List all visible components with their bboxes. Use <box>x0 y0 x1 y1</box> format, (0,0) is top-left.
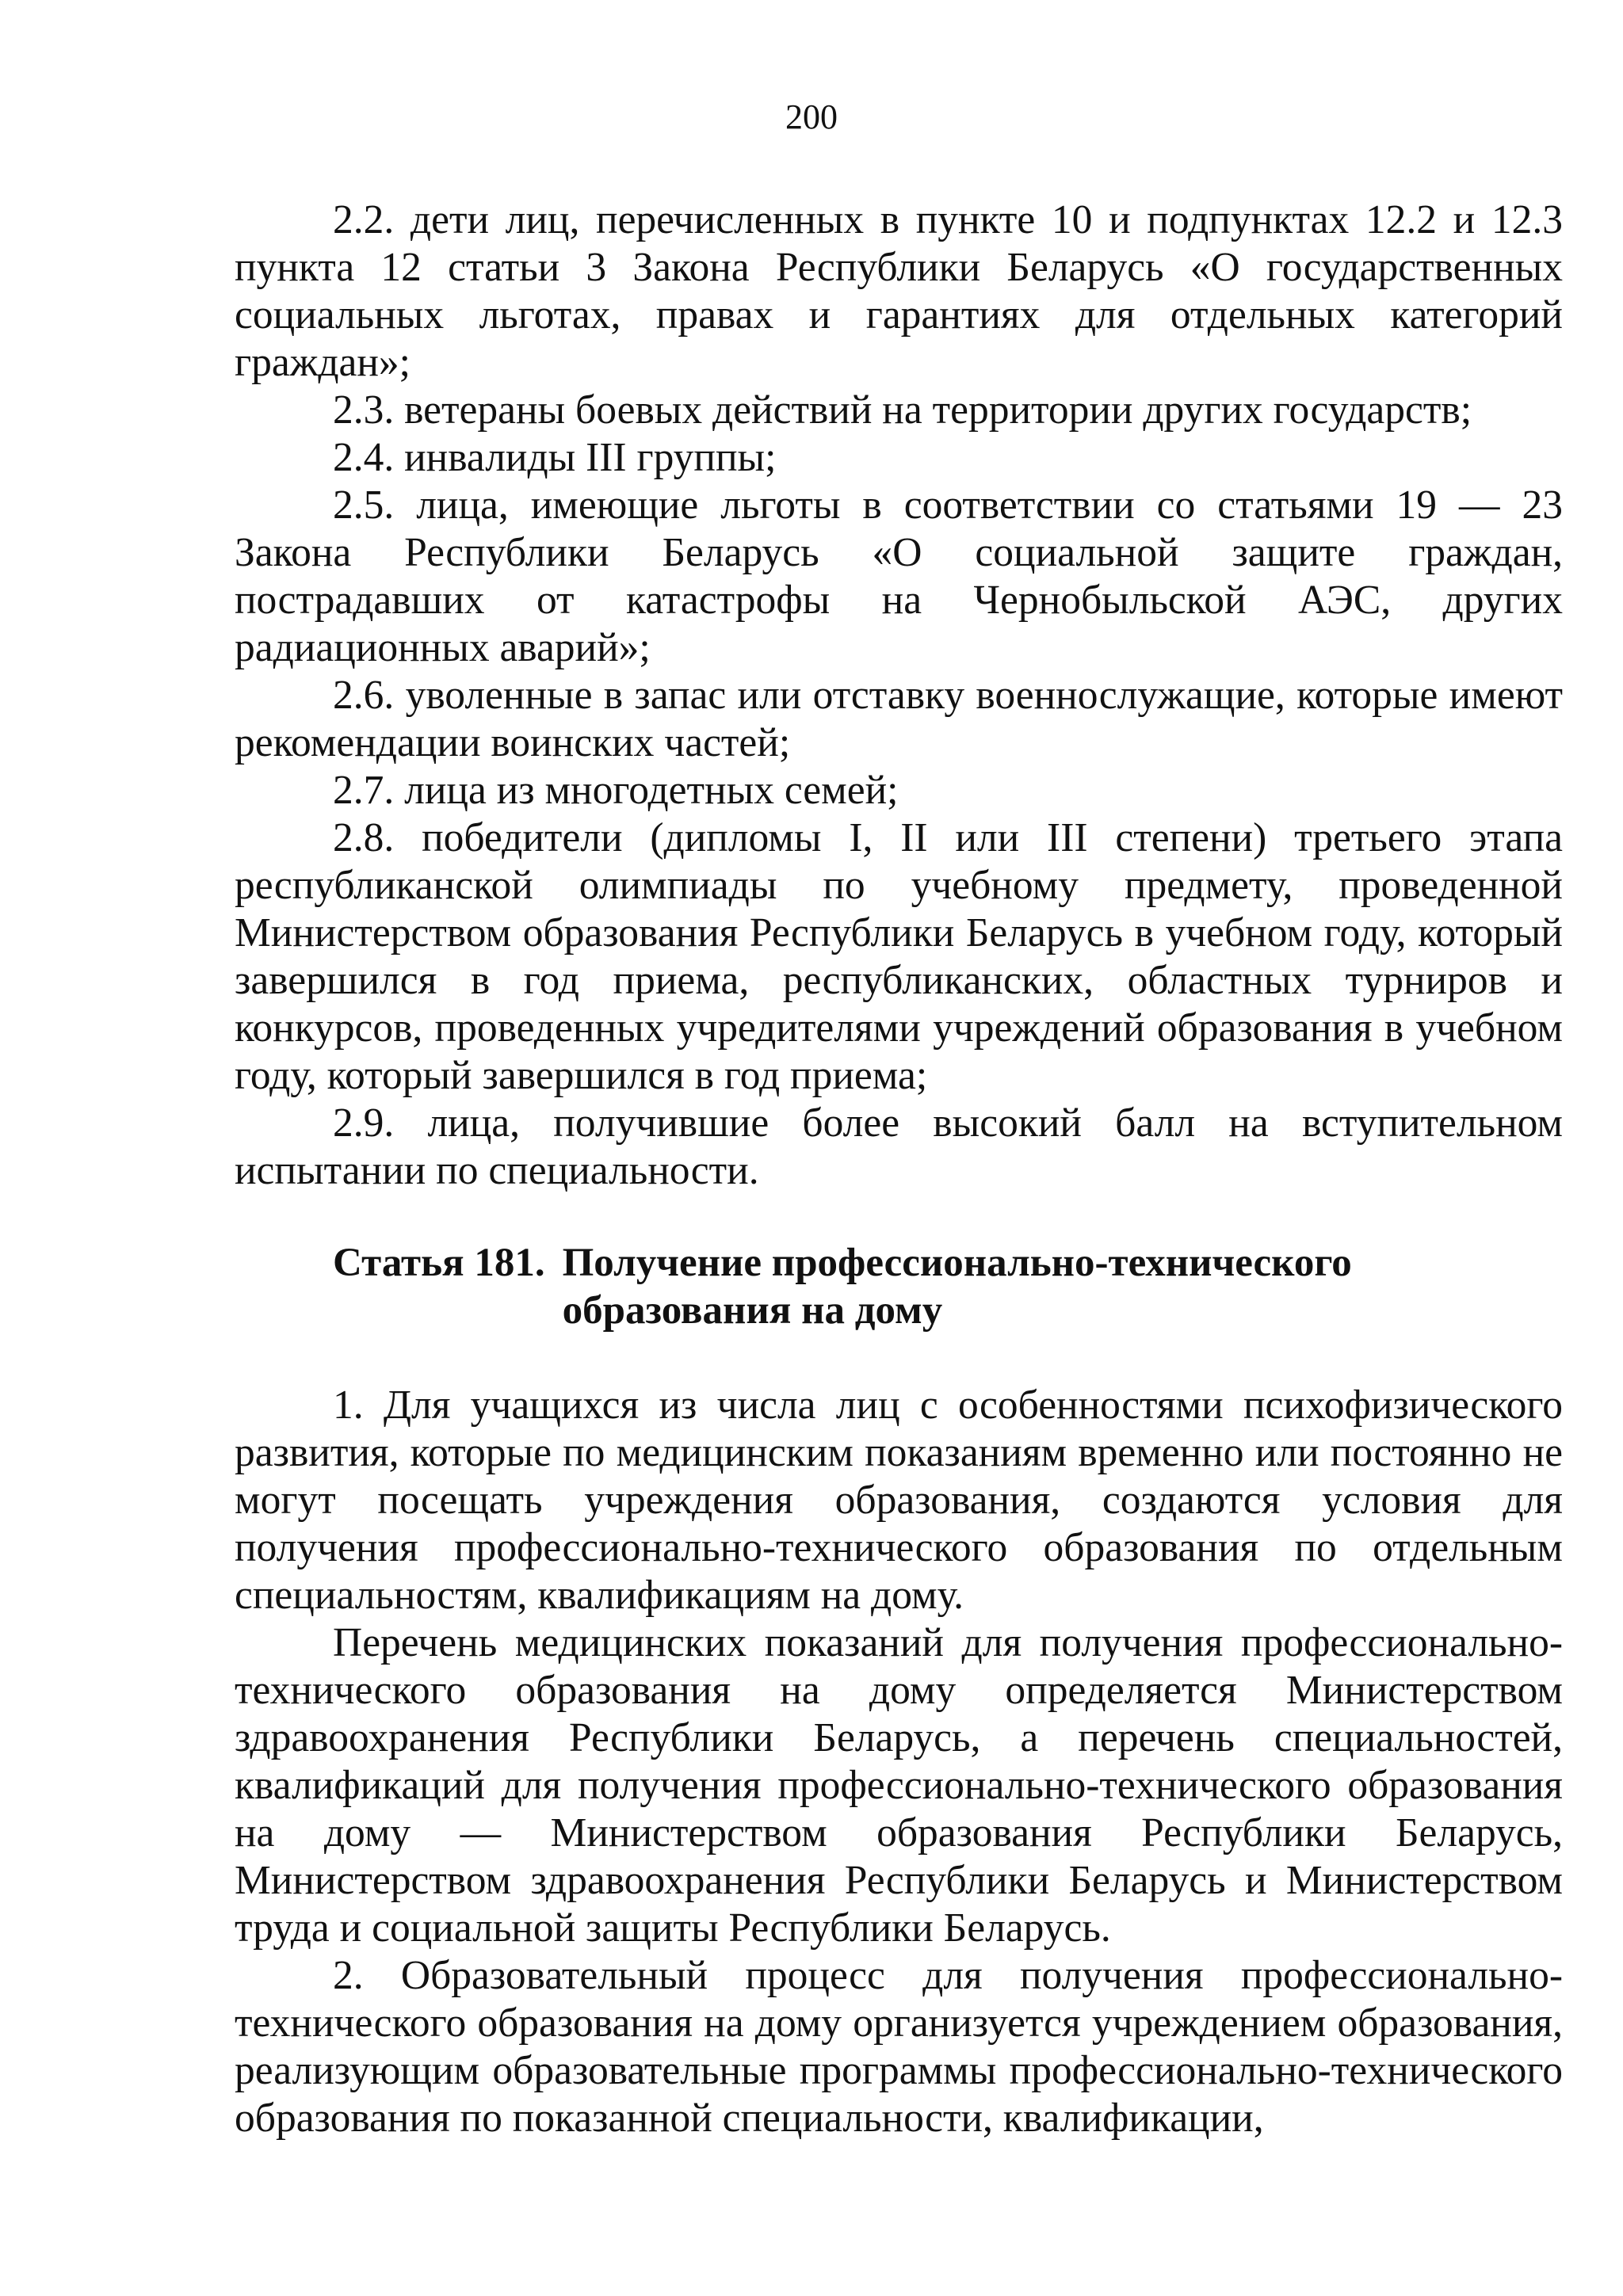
page-number: 200 <box>785 97 838 136</box>
list-item-2-6: 2.6. уволенные в запас или отставку военнослужащие, которые имеют рекомендации воинских частей; <box>235 673 1563 765</box>
article-title: Получение профессионально-технического образования на дому <box>562 1241 1352 1333</box>
article-paragraph-1-cont: Перечень медицинских показаний для получения профессионально-технического образования на дому определяется Министерством здравоохранения Республики Беларусь, а перечень специальностей, квалификаций для получения профессионально-технического образования на дому — Министерством образования Республики Беларусь, Министерством здравоохранения Республики Беларусь и Министерством труда и социальной защиты Республики Беларусь. <box>235 1620 1563 1951</box>
article-number: Статья 181. <box>333 1241 545 1285</box>
article-heading <box>333 1239 1563 1334</box>
list-item-2-3: 2.3. ветераны боевых действий на территории других государств; <box>333 387 1472 433</box>
list-item-2-5: 2.5. лица, имеющие льготы в соответствии со статьями 19 — 23 Закона Республики Беларусь «О социальной защите граждан, пострадавших от катастрофы на Чернобыльской АЭС, других радиационных аварий»; <box>235 482 1563 670</box>
list-item-2-7: 2.7. лица из многодетных семей; <box>333 768 899 813</box>
document-body <box>235 196 1563 2142</box>
list-item-2-8: 2.8. победители (дипломы I, II или III степени) третьего этапа республиканской олимпиады по учебному предмету, проведенной Министерством образования Республики Беларусь в учебном году, который завершился в год приема, республиканских, областных турниров и конкурсов, проведенных учредителями учреждений образования в учебном году, который завершился в год приема; <box>235 815 1563 1098</box>
list-item-2-4: 2.4. инвалиды III группы; <box>333 435 777 480</box>
list-item-2-9: 2.9. лица, получившие более высокий балл на вступительном испытании по специальности. <box>235 1100 1563 1193</box>
spacer <box>235 1195 1563 1239</box>
article-paragraph-2: 2. Образовательный процесс для получения профессионально-технического образования на дому организуется учреждением образования, реализующим образовательные программы профессионально-технического образования по показанной специальности, квалификации, <box>235 1953 1563 2141</box>
article-paragraph-1: 1. Для учащихся из числа лиц с особенностями психофизического развития, которые по медицинским показаниям временно или постоянно не могут посещать учреждения образования, создаются условия для получения профессионально-технического образования по отдельным специальностям, квалификациям на дому. <box>235 1383 1563 1618</box>
list-item-2-2: 2.2. дети лиц, перечисленных в пункте 10 и подпунктах 12.2 и 12.3 пункта 12 статьи 3 Закона Республики Беларусь «О государственных социальных льготах, правах и гарантиях для отдельных категорий граждан»; <box>235 197 1563 385</box>
spacer <box>235 1334 1563 1382</box>
